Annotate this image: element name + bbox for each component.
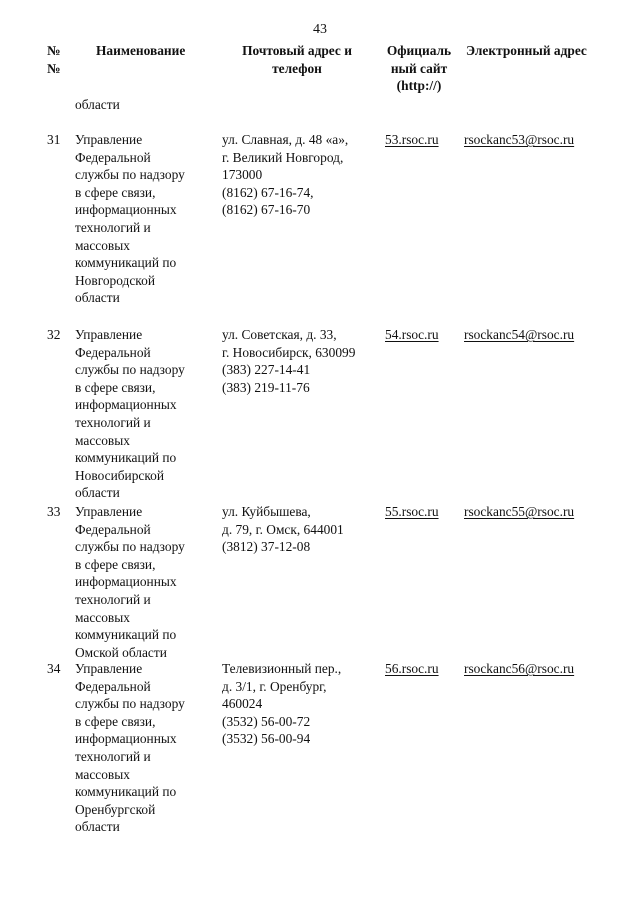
- name-line: в сфере связи,: [75, 713, 156, 729]
- row-number: 34: [47, 661, 61, 676]
- name-line: массовых: [75, 766, 130, 782]
- name-line: коммуникаций по: [75, 784, 177, 800]
- address-line: (383) 227-14-41: [222, 362, 311, 378]
- header-address: [222, 42, 372, 77]
- address-line: г. Новосибирск, 630099: [222, 344, 356, 360]
- header-site: [381, 42, 457, 95]
- address-line: д. 79, г. Омск, 644001: [222, 521, 344, 537]
- row-site: [385, 326, 457, 344]
- name-line: службы по надзору: [75, 696, 185, 712]
- name-line: области: [75, 290, 120, 306]
- name-line: коммуникаций по: [75, 450, 177, 466]
- row-number: 31: [47, 132, 61, 147]
- name-line: информационных: [75, 731, 177, 747]
- address-line: ул. Советская, д. 33,: [222, 327, 337, 342]
- name-line: Новгородской: [75, 272, 155, 288]
- name-line: в сфере связи,: [75, 184, 156, 200]
- name-line: массовых: [75, 432, 130, 448]
- address-line: г. Великий Новгород,: [222, 149, 344, 165]
- name-line: Федеральной: [75, 678, 151, 694]
- name-line: Новосибирской: [75, 467, 165, 483]
- row-address: [222, 131, 382, 219]
- site-link[interactable]: 53.rsoc.ru: [385, 132, 439, 147]
- email-link[interactable]: rsockanc55@rsoc.ru: [464, 504, 575, 519]
- row-email: [464, 131, 634, 149]
- name-line: Управление: [75, 132, 143, 147]
- name-line: службы по надзору: [75, 539, 185, 555]
- name-line: Омской области: [75, 644, 167, 660]
- row-email: [464, 660, 634, 678]
- row-name: [75, 326, 215, 502]
- row-name: [75, 131, 215, 307]
- name-line: технологий и: [75, 591, 151, 607]
- name-line: массовых: [75, 237, 130, 253]
- header-line: Наименование: [96, 43, 186, 58]
- site-link[interactable]: 56.rsoc.ru: [385, 661, 439, 676]
- row-email: [464, 326, 634, 344]
- header-line: Электронный адрес: [466, 43, 587, 58]
- address-line: (383) 219-11-76: [222, 379, 310, 395]
- row-email: [464, 503, 634, 521]
- header-line: ный сайт: [390, 60, 448, 76]
- name-line: в сфере связи,: [75, 379, 156, 395]
- row-number: 32: [47, 327, 61, 342]
- row-number: 33: [47, 504, 61, 519]
- name-line: информационных: [75, 574, 177, 590]
- page-number: 43: [313, 22, 327, 37]
- name-line: службы по надзору: [75, 362, 185, 378]
- continued-text: области: [75, 97, 120, 112]
- header-line: №: [47, 43, 61, 58]
- name-line: Управление: [75, 504, 143, 519]
- row-site: [385, 503, 457, 521]
- header-line: Официаль: [386, 43, 452, 58]
- address-line: 460024: [222, 696, 263, 712]
- address-line: (8162) 67-16-70: [222, 202, 311, 218]
- email-link[interactable]: rsockanc56@rsoc.ru: [464, 661, 575, 676]
- name-line: коммуникаций по: [75, 627, 177, 643]
- row-site: [385, 660, 457, 678]
- address-line: (3532) 56-00-94: [222, 731, 311, 747]
- row-address: [222, 326, 382, 396]
- address-line: ул. Куйбышева,: [222, 504, 311, 519]
- email-link[interactable]: rsockanc54@rsoc.ru: [464, 327, 575, 342]
- row-address: [222, 503, 382, 556]
- address-line: 173000: [222, 167, 263, 183]
- site-link[interactable]: 55.rsoc.ru: [385, 504, 439, 519]
- row-name: [75, 503, 215, 661]
- row-address: [222, 660, 382, 748]
- header-number: [47, 42, 69, 77]
- name-line: массовых: [75, 609, 130, 625]
- name-line: технологий и: [75, 219, 151, 235]
- header-email: [466, 42, 616, 60]
- name-line: Федеральной: [75, 149, 151, 165]
- name-line: технологий и: [75, 748, 151, 764]
- address-line: (3532) 56-00-72: [222, 713, 311, 729]
- header-line: (http://): [396, 78, 442, 93]
- address-line: Телевизионный пер.,: [222, 661, 342, 676]
- name-line: области: [75, 485, 120, 501]
- name-line: Федеральной: [75, 521, 151, 537]
- header-line: №: [47, 60, 61, 76]
- site-link[interactable]: 54.rsoc.ru: [385, 327, 439, 342]
- name-line: Оренбургской: [75, 801, 156, 817]
- header-line: телефон: [272, 60, 322, 76]
- address-line: д. 3/1, г. Оренбург,: [222, 678, 327, 694]
- name-line: коммуникаций по: [75, 255, 177, 271]
- header-line: Почтовый адрес и: [242, 43, 352, 58]
- address-line: ул. Славная, д. 48 «а»,: [222, 132, 349, 147]
- row-name: [75, 660, 215, 836]
- name-line: области: [75, 819, 120, 835]
- name-line: Управление: [75, 327, 143, 342]
- email-link[interactable]: rsockanc53@rsoc.ru: [464, 132, 575, 147]
- name-line: службы по надзору: [75, 167, 185, 183]
- name-line: информационных: [75, 202, 177, 218]
- address-line: (8162) 67-16-74,: [222, 184, 314, 200]
- name-line: технологий и: [75, 414, 151, 430]
- address-line: (3812) 37-12-08: [222, 539, 311, 555]
- name-line: Управление: [75, 661, 143, 676]
- name-line: информационных: [75, 397, 177, 413]
- header-name: [96, 42, 216, 60]
- name-line: Федеральной: [75, 344, 151, 360]
- row-site: [385, 131, 457, 149]
- name-line: в сфере связи,: [75, 556, 156, 572]
